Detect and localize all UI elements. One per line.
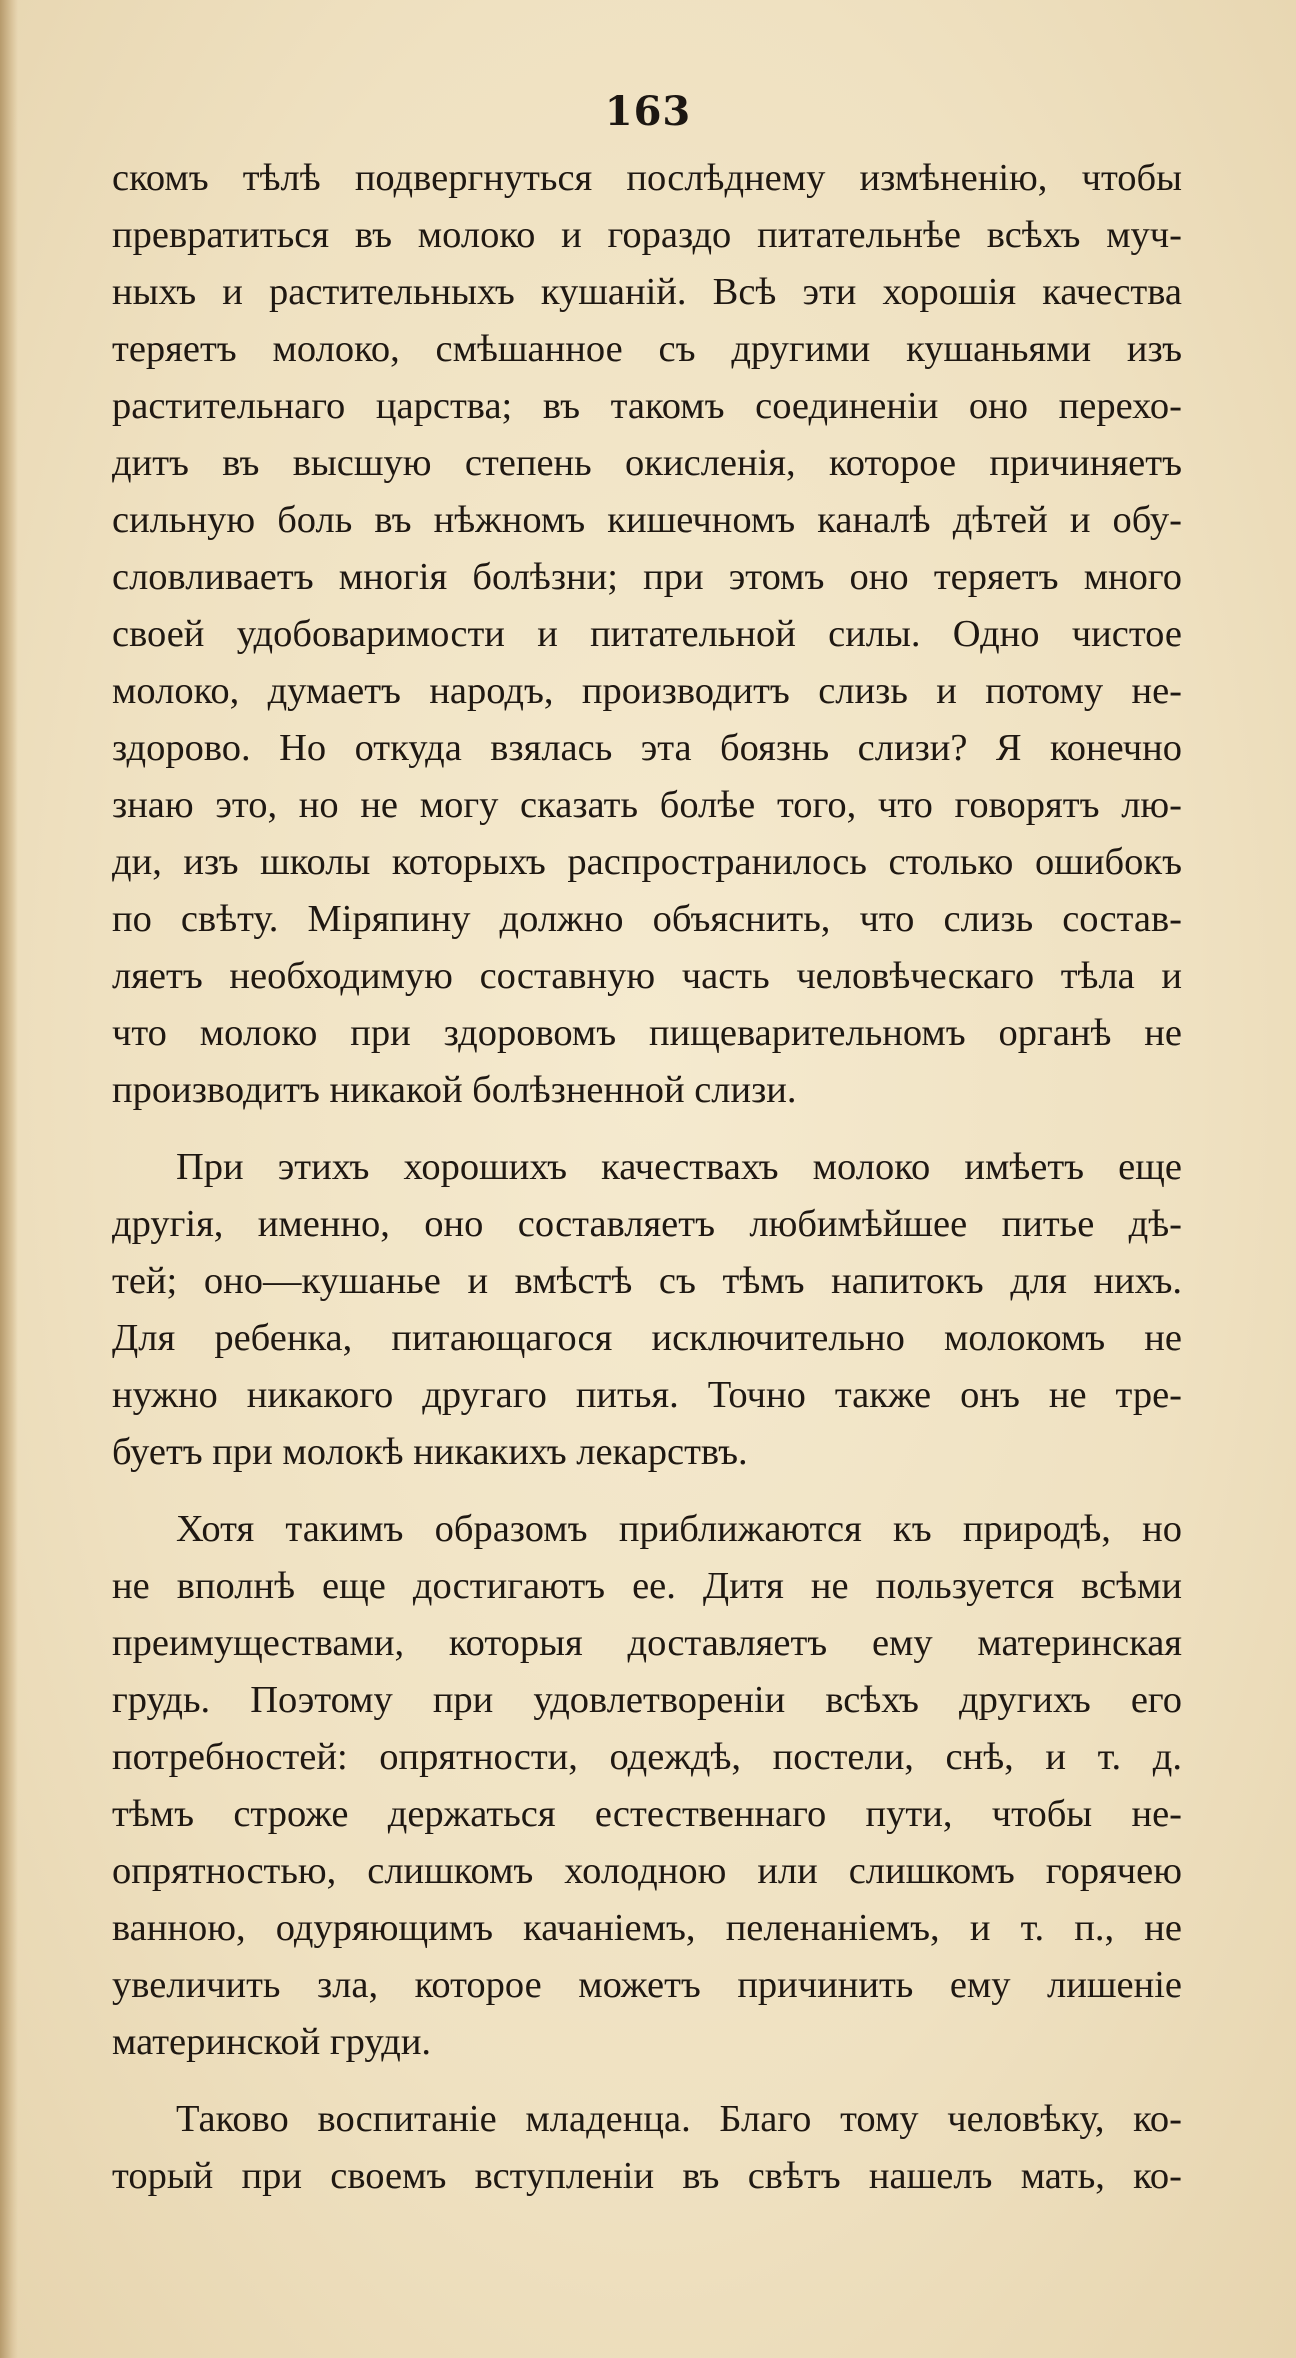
- text-line: что молоко при здоровомъ пищеварительномъ органѣ не: [112, 1012, 1182, 1054]
- text-line: ляетъ необходимую составную часть человѣческаго тѣла и: [112, 955, 1182, 997]
- text-line: не вполнѣ еще достигаютъ ее. Дитя не пользуется всѣми: [112, 1565, 1182, 1607]
- text-line: дитъ въ высшую степень окисленія, которое причиняетъ: [112, 442, 1182, 484]
- text-line: растительнаго царства; въ такомъ соединеніи оно перехо-: [112, 385, 1182, 427]
- text-line: ванною, одуряющимъ качаніемъ, пеленаніемъ, и т. п., не: [112, 1907, 1182, 1949]
- text-line: потребностей: опрятности, одеждѣ, постели, снѣ, и т. д.: [112, 1736, 1182, 1778]
- text-line: нужно никакого другаго питья. Точно также онъ не тре-: [112, 1374, 1182, 1416]
- text-line: знаю это, но не могу сказать болѣе того, что говорятъ лю-: [112, 784, 1182, 826]
- text-line: грудь. Поэтому при удовлетвореніи всѣхъ другихъ его: [112, 1679, 1182, 1721]
- text-line: теряетъ молоко, смѣшанное съ другими кушаньями изъ: [112, 328, 1182, 370]
- text-line: преимуществами, которыя доставляетъ ему материнская: [112, 1622, 1182, 1664]
- text-line: Для ребенка, питающагося исключительно молокомъ не: [112, 1317, 1182, 1359]
- text-line: ди, изъ школы которыхъ распространилось столько ошибокъ: [112, 841, 1182, 883]
- text-line: При этихъ хорошихъ качествахъ молоко имѣетъ еще: [176, 1146, 1182, 1188]
- body-text: [112, 150, 1182, 2205]
- text-line: опрятностью, слишкомъ холодною или слишкомъ горячею: [112, 1850, 1182, 1892]
- text-line: торый при своемъ вступленіи въ свѣтъ нашелъ мать, ко-: [112, 2155, 1182, 2197]
- page-number: 163: [604, 88, 692, 135]
- text-line: тѣмъ строже держаться естественнаго пути, чтобы не-: [112, 1793, 1182, 1835]
- text-line: Хотя такимъ образомъ приближаются къ природѣ, но: [176, 1508, 1182, 1550]
- text-line: сильную боль въ нѣжномъ кишечномъ каналѣ дѣтей и обу-: [112, 499, 1182, 541]
- text-line: Таково воспитаніе младенца. Благо тому человѣку, ко-: [176, 2098, 1182, 2140]
- text-line: по свѣту. Міряпину должно объяснить, что слизь состав-: [112, 898, 1182, 940]
- text-line: тей; оно—кушанье и вмѣстѣ съ тѣмъ напитокъ для нихъ.: [112, 1260, 1182, 1302]
- page-binding-edge: [0, 0, 18, 2358]
- text-line: ныхъ и растительныхъ кушаній. Всѣ эти хорошія качества: [112, 271, 1182, 313]
- text-line: буетъ при молокѣ никакихъ лекарствъ.: [112, 1431, 748, 1473]
- text-line: здорово. Но откуда взялась эта боязнь слизи? Я конечно: [112, 727, 1182, 769]
- text-line: производитъ никакой болѣзненной слизи.: [112, 1069, 797, 1111]
- text-line: материнской груди.: [112, 2021, 432, 2063]
- text-line: другія, именно, оно составляетъ любимѣйшее питье дѣ-: [112, 1203, 1182, 1245]
- text-line: превратиться въ молоко и гораздо питательнѣе всѣхъ муч-: [112, 214, 1182, 256]
- text-line: скомъ тѣлѣ подвергнуться послѣднему измѣненію, чтобы: [112, 157, 1182, 199]
- text-line: словливаетъ многія болѣзни; при этомъ оно теряетъ много: [112, 556, 1182, 598]
- text-line: молоко, думаетъ народъ, производитъ слизь и потому не-: [112, 670, 1182, 712]
- text-line: своей удобоваримости и питательной силы. Одно чистое: [112, 613, 1182, 655]
- text-line: увеличить зла, которое можетъ причинить ему лишеніе: [112, 1964, 1182, 2006]
